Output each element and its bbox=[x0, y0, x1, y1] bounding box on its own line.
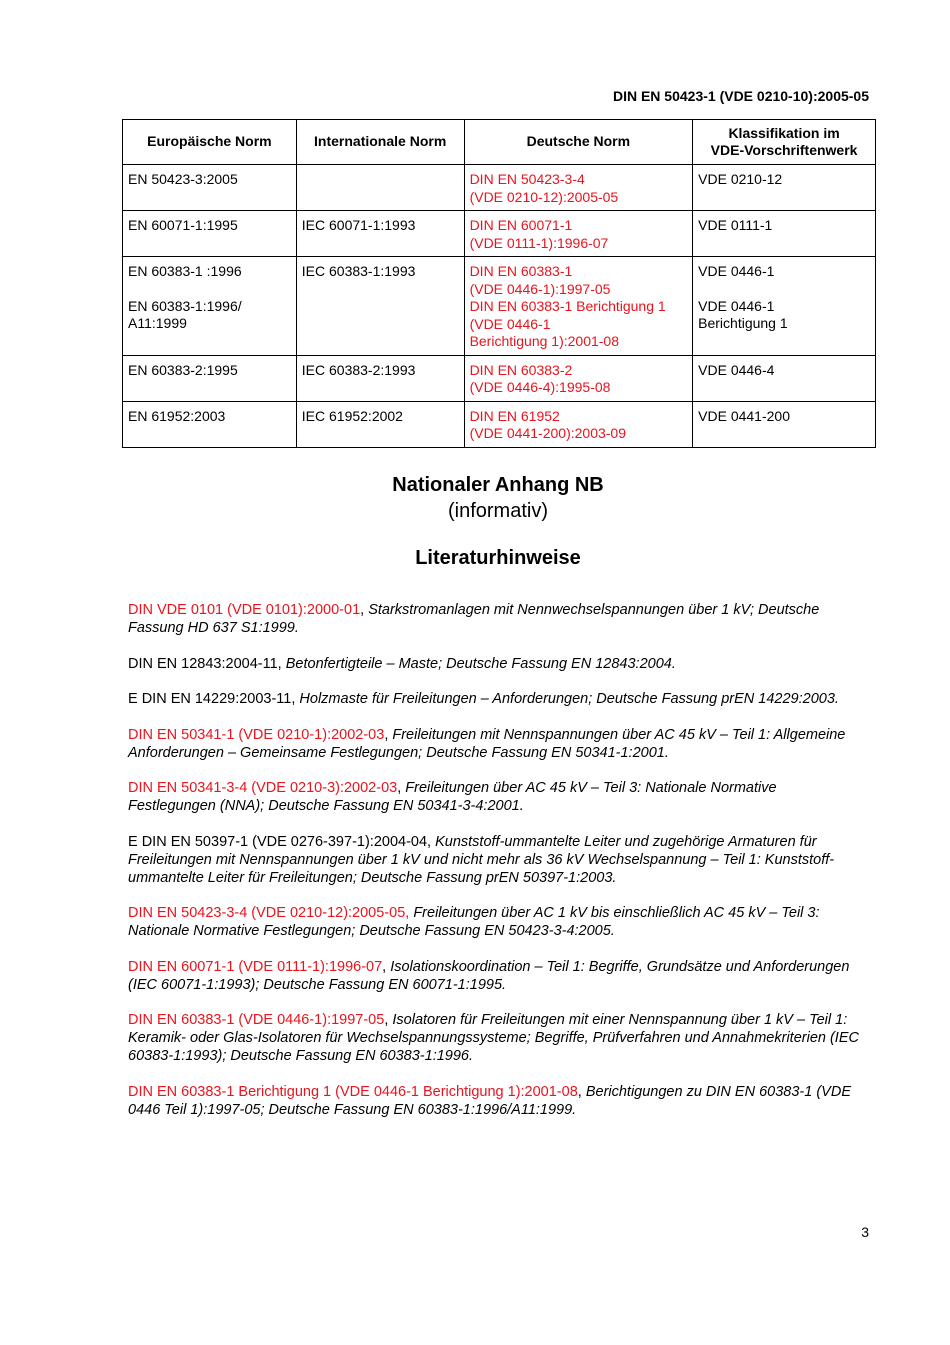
list-item: E DIN EN 50397-1 (VDE 0276-397-1):2004-04, Kunststoff-ummantelte Leiter und zugehörige Armaturen für Freileitungen mit Nennspannungen über 1 kV und nicht mehr als 36 kV Wechselspannung – Teil 1: Kunststoff-ummantelte Leiter für Freileitungen; Deutsche Fassung prEN 50397-1:2003. bbox=[128, 833, 835, 886]
list-item: DIN EN 12843:2004-11, Betonfertigteile – Maste; Deutsche Fassung EN 12843:2004. bbox=[128, 655, 676, 672]
document-header: DIN EN 50423-1 (VDE 0210-10):2005-05 bbox=[612, 88, 869, 104]
table-row: EN 61952:2003 IEC 61952:2002 DIN EN 61952 (VDE 0441-200):2003-09 VDE 0441-200 bbox=[123, 401, 876, 447]
table-row: EN 50423-3:2005 DIN EN 50423-3-4 (VDE 0210-12):2005-05 VDE 0210-12 bbox=[123, 165, 876, 211]
norms-table bbox=[122, 119, 876, 448]
list-item: DIN EN 60383-1 Berichtigung 1 (VDE 0446-1 Berichtigung 1):2001-08, Berichtigungen zu DIN EN 60383-1 (VDE 0446 Teil 1):1997-05; Deutsche Fassung EN 60383-1:1996/A11:1999. bbox=[128, 1083, 851, 1118]
header-intl-norm: Internationale Norm bbox=[296, 120, 464, 165]
page-number: 3 bbox=[861, 1224, 869, 1240]
list-item: DIN EN 60383-1 (VDE 0446-1):1997-05, Isolatoren für Freileitungen mit einer Nennspannung über 1 kV – Teil 1: Keramik- oder Glas-Isolatoren für Wechselspannungssysteme; Begriffe, Prüfverfahren und Annahmekriterien (IEC 60383-1:1993); Deutsche Fassung EN 60383-1:1996. bbox=[128, 1012, 859, 1064]
annex-subtitle: (informativ) bbox=[447, 500, 548, 522]
list-item: DIN EN 50341-3-4 (VDE 0210-3):2002-03, Freileitungen über AC 45 kV – Teil 3: Nationale Normative Festlegungen (NNA); Deutsche Fassung EN 50341-3-4:2001. bbox=[128, 780, 777, 814]
header-de-norm: Deutsche Norm bbox=[464, 120, 693, 165]
list-item: DIN EN 60071-1 (VDE 0111-1):1996-07, Isolationskoordination – Teil 1: Begriffe, Grundsätze und Anforderungen (IEC 60071-1:1993); Deutsche Fassung EN 60071-1:1995. bbox=[128, 958, 850, 993]
table-row: EN 60383-1 :1996 EN 60383-1:1996/ A11:1999 IEC 60383-1:1993 DIN EN 60383-1 (VDE 0446-1):1997-05 DIN EN 60383-1 Berichtigung 1 (VDE 0446-1 Berichtigung 1):2001-08 VDE 0446-1 VDE 0446-1 Berichtigung 1 bbox=[123, 257, 876, 356]
list-item: DIN EN 50423-3-4 (VDE 0210-12):2005-05, Freileitungen über AC 1 kV bis einschließlich AC 45 kV – Teil 3: Nationale Normative Festlegungen; Deutsche Fassung EN 50423-3-4:2005. bbox=[128, 905, 820, 939]
list-item: E DIN EN 14229:2003-11, Holzmaste für Freileitungen – Anforderungen; Deutsche Fassung prEN 14229:2003. bbox=[128, 691, 839, 707]
table-row: EN 60383-2:1995 IEC 60383-2:1993 DIN EN 60383-2 (VDE 0446-4):1995-08 VDE 0446-4 bbox=[123, 355, 876, 401]
reference-list bbox=[128, 601, 868, 1136]
section-title: Literaturhinweise bbox=[415, 547, 581, 569]
header-eu-norm: Europäische Norm bbox=[123, 120, 297, 165]
list-item: DIN EN 50341-1 (VDE 0210-1):2002-03, Freileitungen mit Nennspannungen über AC 45 kV – Teil 1: Allgemeine Anforderungen – Gemeinsame Festlegungen; Deutsche Fassung EN 50341-1:2001. bbox=[128, 726, 846, 761]
annex-title: Nationaler Anhang NB bbox=[392, 474, 604, 496]
header-classification: Klassifikation im VDE-Vorschriftenwerk bbox=[693, 120, 876, 165]
list-item: DIN VDE 0101 (VDE 0101):2000-01, Starkstromanlagen mit Nennwechselspannungen über 1 kV; Deutsche Fassung HD 637 S1:1999. bbox=[128, 602, 820, 636]
table-row: EN 60071-1:1995 IEC 60071-1:1993 DIN EN 60071-1 (VDE 0111-1):1996-07 VDE 0111-1 bbox=[123, 211, 876, 257]
